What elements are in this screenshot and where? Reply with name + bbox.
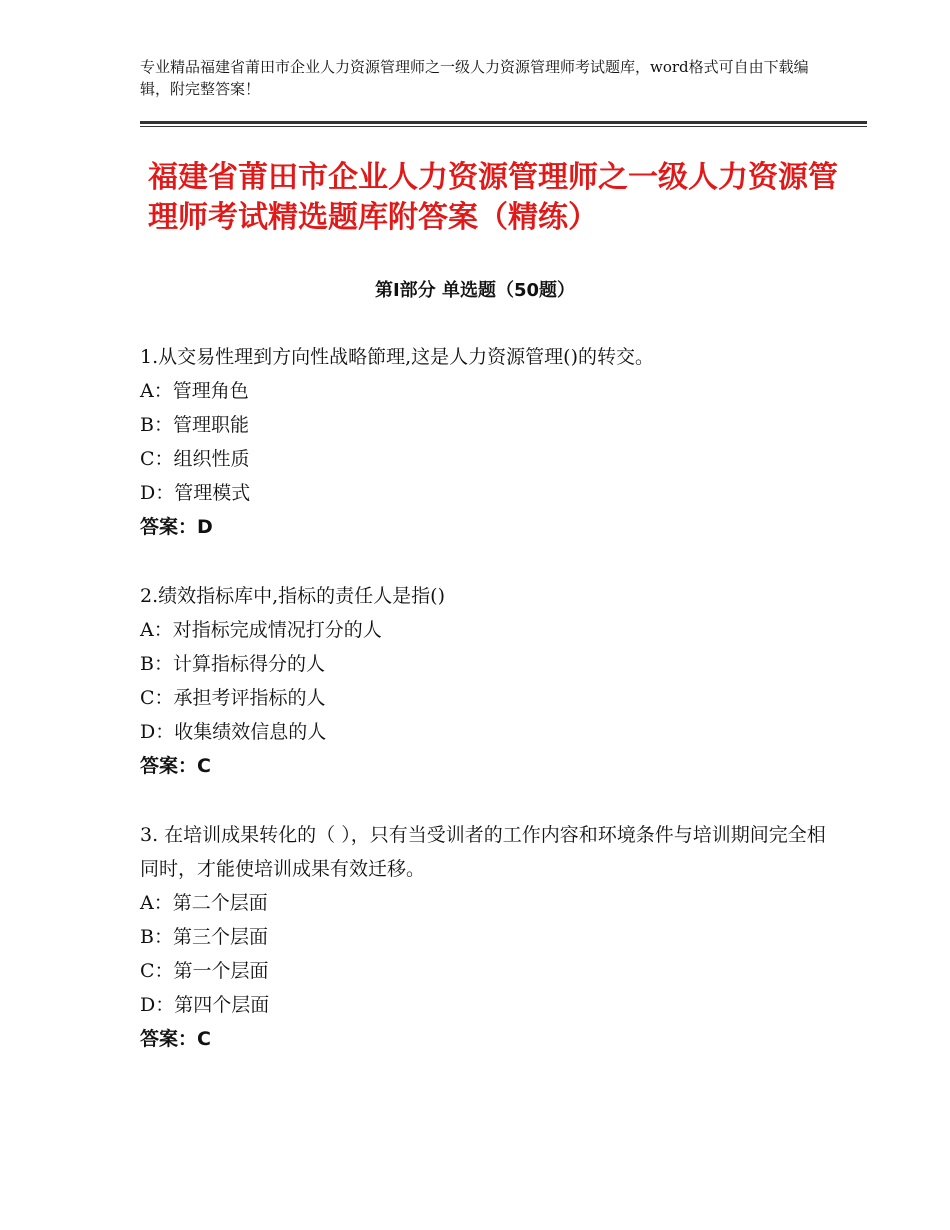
question-1 <box>140 340 840 544</box>
option-b: B：计算指标得分的人 <box>140 653 325 675</box>
answer: 答案：C <box>140 1028 211 1050</box>
header-note: 专业精品福建省莆田市企业人力资源管理师之一级人力资源管理师考试题库，word格式可自由下载编辑，附完整答案！ <box>140 58 809 98</box>
option-d: D：第四个层面 <box>140 994 270 1016</box>
answer: 答案：C <box>140 755 211 777</box>
option-c: C：第一个层面 <box>140 960 269 982</box>
question-stem: 2.绩效指标库中,指标的责任人是指() <box>140 585 445 607</box>
question-3 <box>140 818 840 1056</box>
header-rule-thick <box>140 121 867 124</box>
question-stem: 1.从交易性理到方向性战略節理,这是人力资源管理()的转交。 <box>140 346 654 368</box>
option-a: A：管理角色 <box>140 380 249 402</box>
option-b: B：管理职能 <box>140 414 249 436</box>
question-stem: 3. 在培训成果转化的（ ），只有当受训者的工作内容和环境条件与培训期间完全相同时，才能使培训成果有效迁移。 <box>140 824 826 880</box>
answer: 答案：D <box>140 516 213 538</box>
option-c: C：承担考评指标的人 <box>140 687 326 709</box>
option-c: C：组织性质 <box>140 448 250 470</box>
header-rule-thin <box>140 126 867 127</box>
option-d: D：管理模式 <box>140 482 251 504</box>
option-a: A：第二个层面 <box>140 892 268 914</box>
option-a: A：对指标完成情况打分的人 <box>140 619 382 641</box>
question-2 <box>140 579 840 783</box>
option-d: D：收集绩效信息的人 <box>140 721 327 743</box>
option-b: B：第三个层面 <box>140 926 268 948</box>
section-title: 第Ⅰ部分 单选题（50题） <box>374 280 575 301</box>
document-title: 福建省莆田市企业人力资源管理师之一级人力资源管理师考试精选题库附答案（精练） <box>148 160 838 235</box>
